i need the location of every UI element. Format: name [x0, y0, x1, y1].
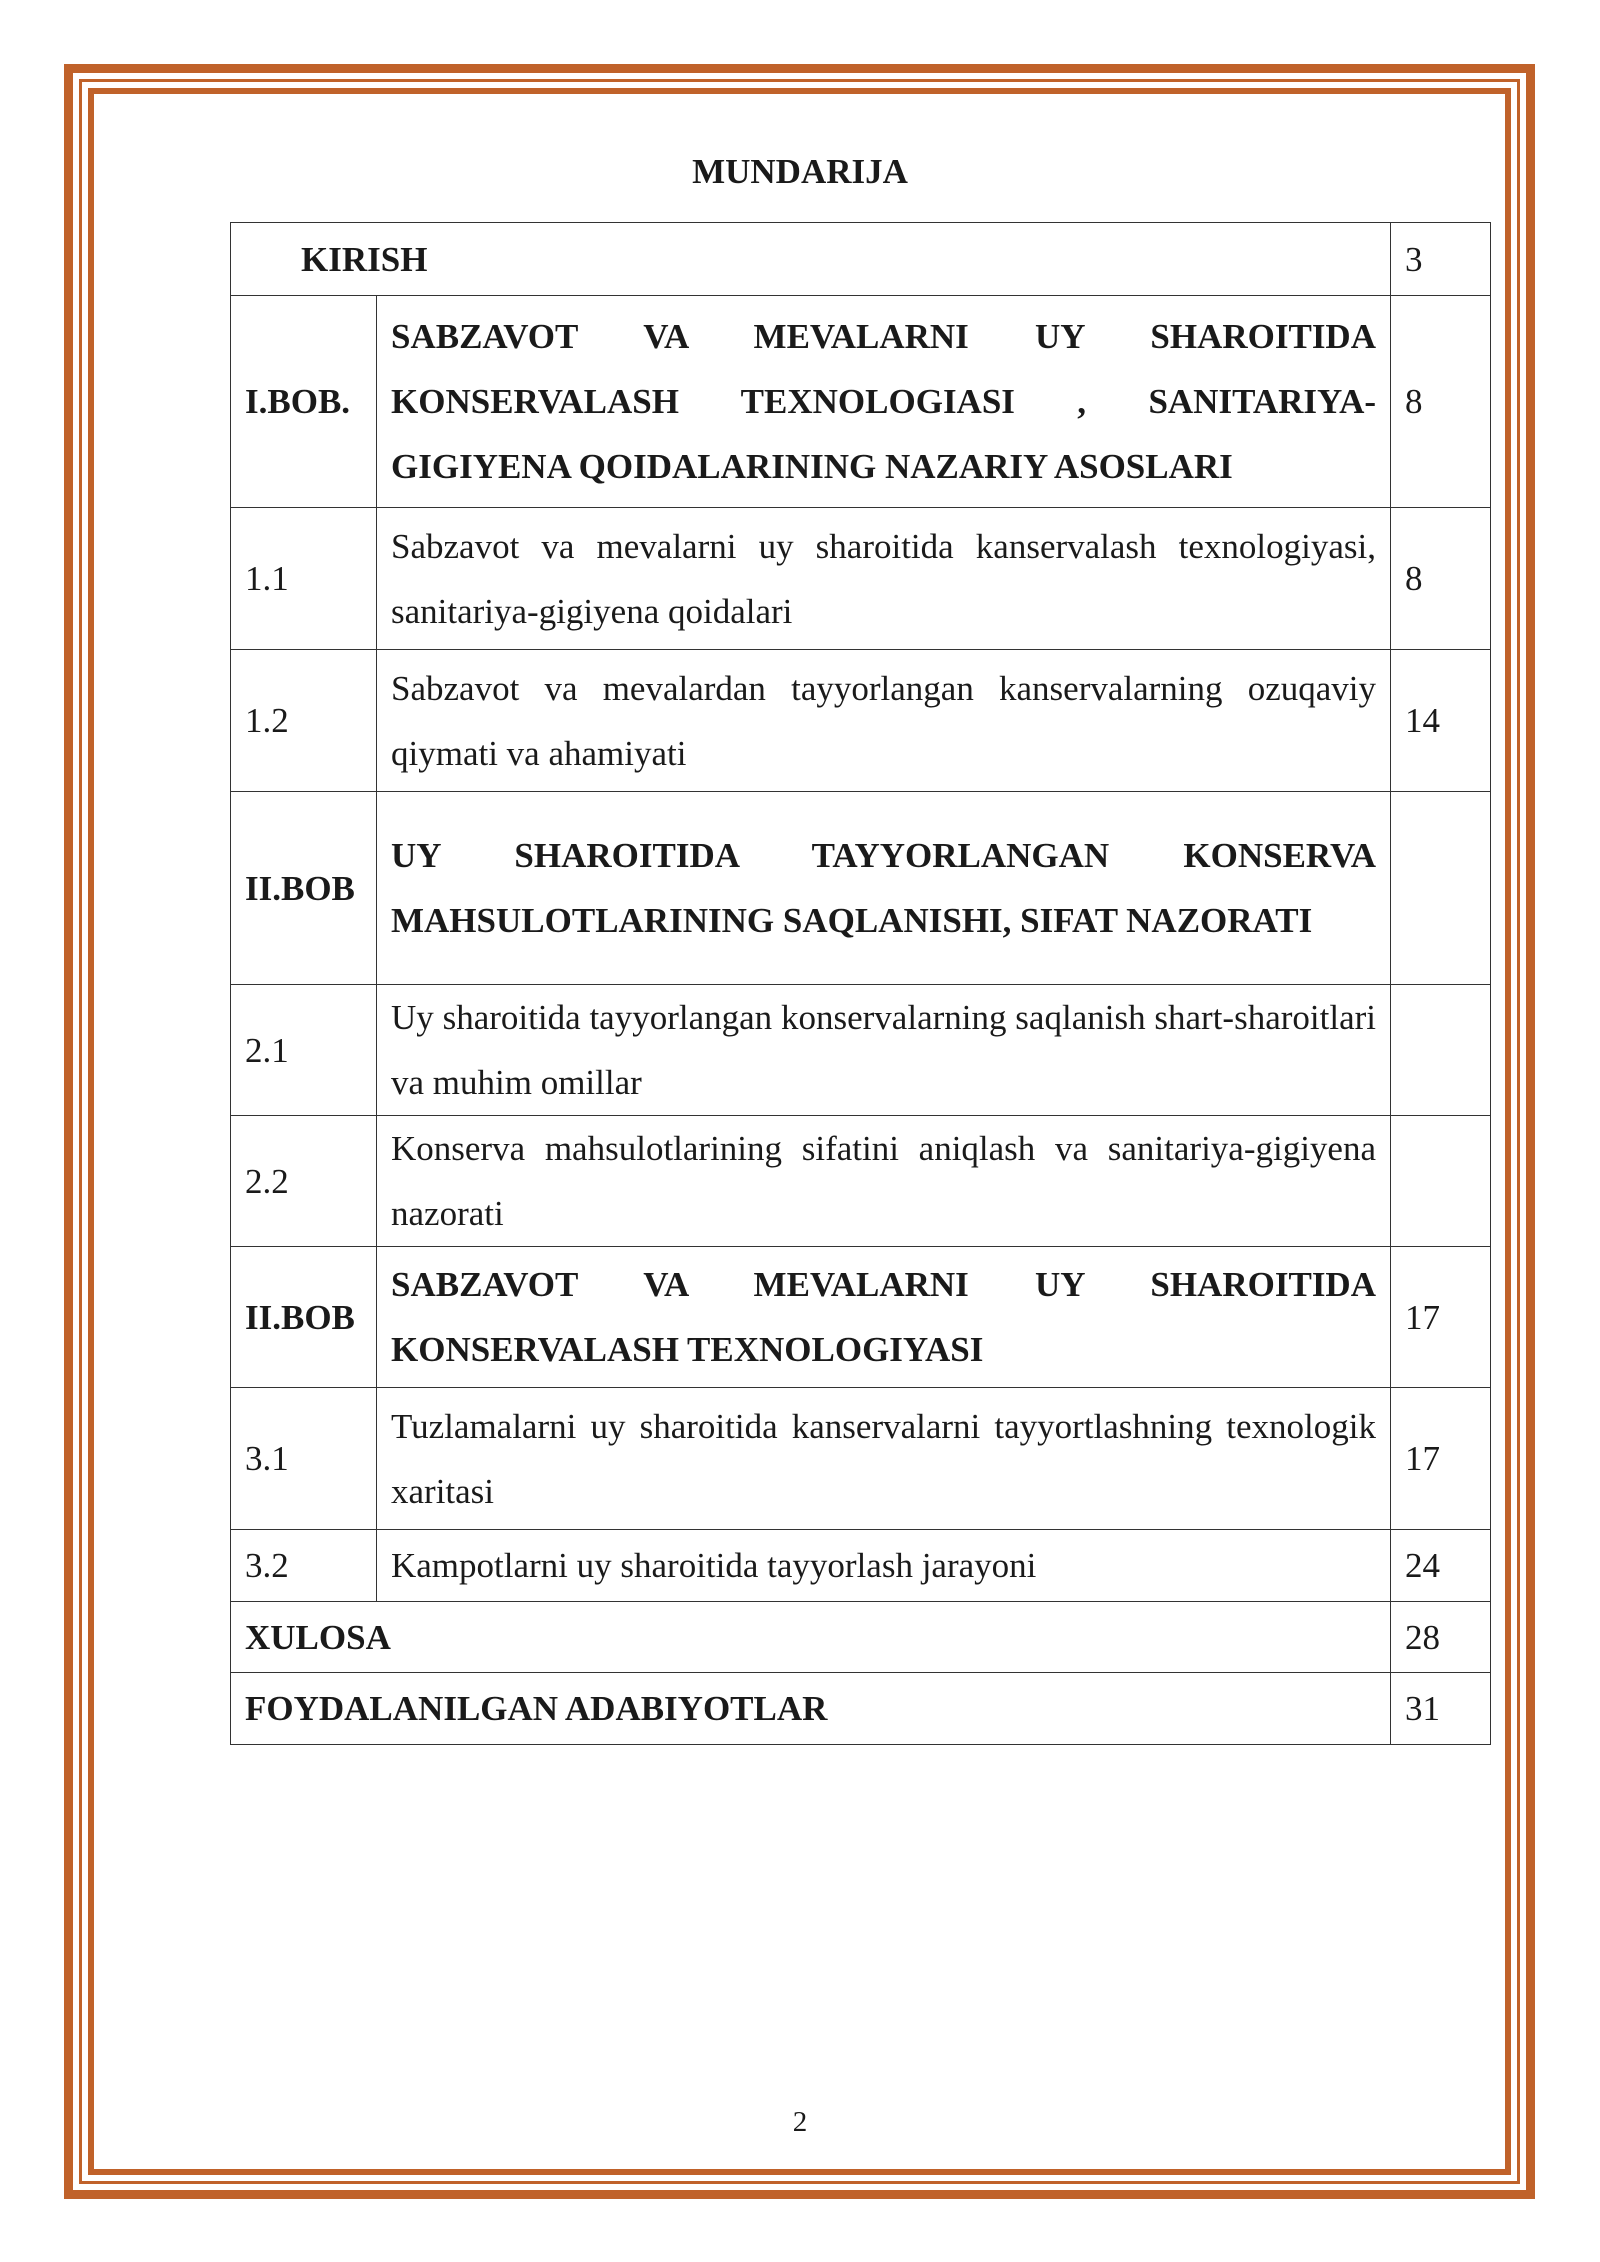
- toc-number: II.BOB: [231, 1247, 377, 1388]
- page-number: 2: [792, 2106, 808, 2138]
- toc-title: KIRISH: [231, 223, 1391, 296]
- toc-number: I.BOB.: [231, 296, 377, 508]
- toc-title: UY SHAROITIDA TAYYORLANGAN KONSERVA MAHSULOTLARINING SAQLANISHI, SIFAT NAZORATI: [377, 792, 1391, 985]
- toc-row-chapter-2[interactable]: [231, 792, 1491, 985]
- toc-row-3-1[interactable]: [231, 1388, 1491, 1530]
- toc-title: Uy sharoitida tayyorlangan konservalarning saqlanish shart-sharoitlari va muhim omillar: [377, 985, 1391, 1116]
- toc-number: II.BOB: [231, 792, 377, 985]
- toc-page: [1391, 985, 1491, 1116]
- toc-title: SABZAVOT VA MEVALARNI UY SHAROITIDA KONSERVALASH TEXNOLOGIYASI: [377, 1247, 1391, 1388]
- toc-page: 24: [1391, 1530, 1491, 1602]
- toc-row-xulosa[interactable]: [231, 1602, 1491, 1673]
- table-of-contents: [230, 222, 1491, 1745]
- toc-page: 28: [1391, 1602, 1491, 1673]
- toc-title: XULOSA: [231, 1602, 1391, 1673]
- toc-row-2-2[interactable]: [231, 1116, 1491, 1247]
- toc-page: 17: [1391, 1247, 1491, 1388]
- toc-title: Konserva mahsulotlarining sifatini aniqlash va sanitariya-gigiyena nazorati: [377, 1116, 1391, 1247]
- toc-page: 8: [1391, 296, 1491, 508]
- toc-title: SABZAVOT VA MEVALARNI UY SHAROITIDA KONSERVALASH TEXNOLOGIASI , SANITARIYA-GIGIYENA QOIDALARINING NAZARIY ASOSLARI: [377, 296, 1391, 508]
- toc-row-1-1[interactable]: [231, 508, 1491, 650]
- toc-title: Sabzavot va mevalardan tayyorlangan kanservalarning ozuqaviy qiymati va ahamiyati: [377, 650, 1391, 792]
- toc-row-kirish[interactable]: [231, 223, 1491, 296]
- toc-row-chapter-1[interactable]: [231, 296, 1491, 508]
- toc-title: Tuzlamalarni uy sharoitida kanservalarni tayyortlashning texnologik xaritasi: [377, 1388, 1391, 1530]
- toc-number: 2.2: [231, 1116, 377, 1247]
- toc-row-3-2[interactable]: [231, 1530, 1491, 1602]
- toc-number: 3.2: [231, 1530, 377, 1602]
- toc-page: [1391, 792, 1491, 985]
- toc-row-1-2[interactable]: [231, 650, 1491, 792]
- toc-page: 31: [1391, 1673, 1491, 1745]
- toc-page: 8: [1391, 508, 1491, 650]
- toc-number: 2.1: [231, 985, 377, 1116]
- toc-title: FOYDALANILGAN ADABIYOTLAR: [231, 1673, 1391, 1745]
- toc-title: Sabzavot va mevalarni uy sharoitida kanservalash texnologiyasi, sanitariya-gigiyena qoidalari: [377, 508, 1391, 650]
- toc-number: 1.1: [231, 508, 377, 650]
- toc-row-chapter-3[interactable]: [231, 1247, 1491, 1388]
- toc-page: 17: [1391, 1388, 1491, 1530]
- toc-number: 1.2: [231, 650, 377, 792]
- toc-page: 14: [1391, 650, 1491, 792]
- toc-row-2-1[interactable]: [231, 985, 1491, 1116]
- toc-page: 3: [1391, 223, 1491, 296]
- toc-row-references[interactable]: [231, 1673, 1491, 1745]
- toc-page: [1391, 1116, 1491, 1247]
- document-title: MUNDARIJA: [692, 152, 908, 191]
- toc-title: Kampotlarni uy sharoitida tayyorlash jarayoni: [377, 1530, 1391, 1602]
- toc-number: 3.1: [231, 1388, 377, 1530]
